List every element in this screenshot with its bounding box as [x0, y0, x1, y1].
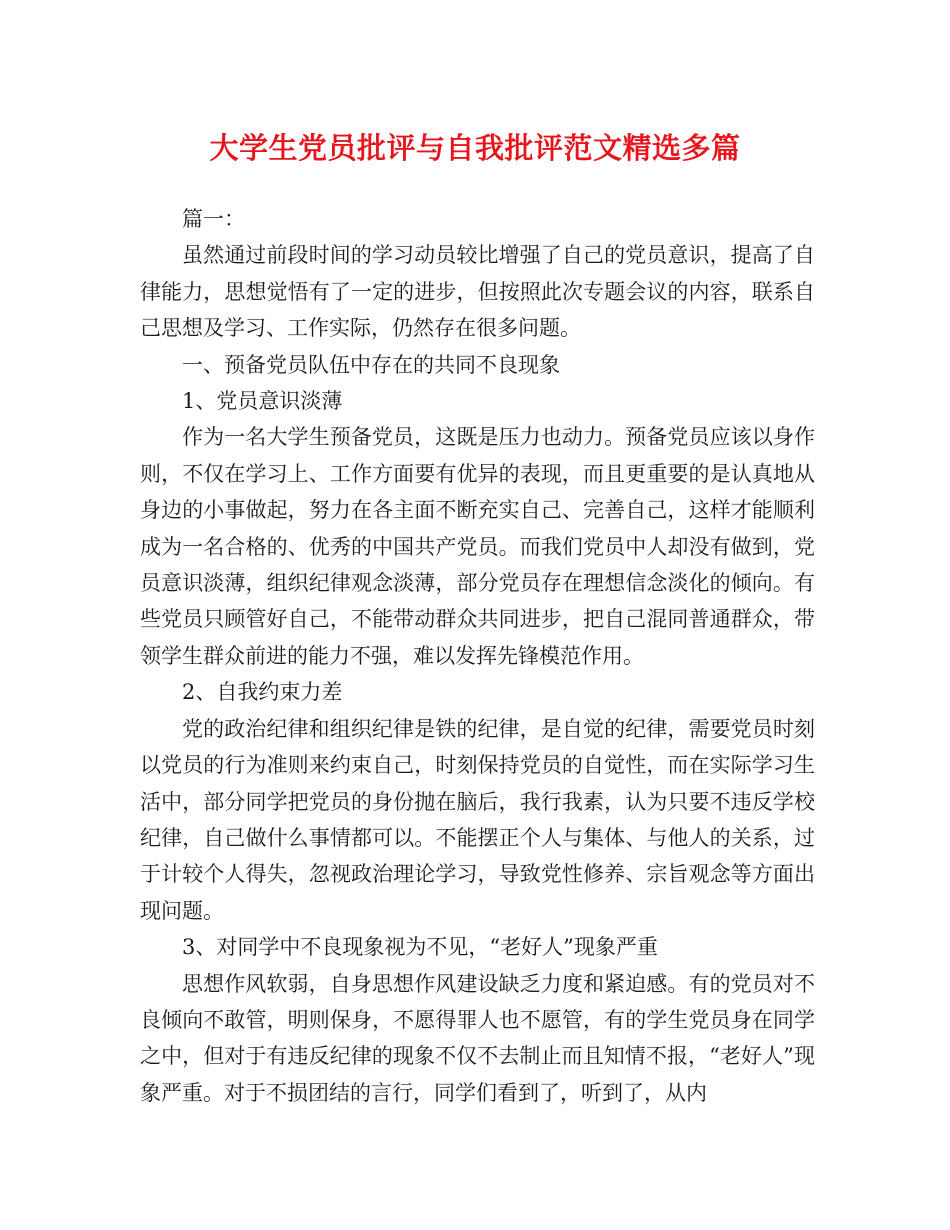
heading-item-1: 1、党员意识淡薄 [182, 389, 343, 414]
paragraph-section-label: 篇一： [182, 207, 245, 231]
paragraph-item-2: 党的政治纪律和组织纪律是铁的纪律，是自觉的纪律，需要党员时刻以党员的行为准则来约束自己，时刻保持党员的自觉性，而在实际学习生活中，部分同学把党员的身份抛在脑后，我行我素，认为只要不违反学校纪律，自己做什么事情都可以。不能摆正个人与集体、与他人的关系，过于计较个人得失，忽视政治理论学习，导致党性修养、宗旨观念等方面出现问题。 [140, 716, 815, 923]
document-body [140, 201, 815, 1111]
paragraph-item-1: 作为一名大学生预备党员，这既是压力也动力。预备党员应该以身作则，不仅在学习上、工作方面要有优异的表现，而且更重要的是认真地从身边的小事做起，努力在各主面不断充实自己、完善自己，这样才能顺利成为一名合格的、优秀的中国共产党员。而我们党员中人却没有做到，党员意识淡薄，组织纪律观念淡薄，部分党员存在理想信念淡化的倾向。有些党员只顾管好自己，不能带动群众共同进步，把自己混同普通群众，带领学生群众前进的能力不强，难以发挥先锋模范作用。 [140, 425, 815, 668]
heading-item-2: 2、自我约束力差 [182, 680, 343, 705]
paragraph-intro: 虽然通过前段时间的学习动员较比增强了自己的党员意识，提高了自律能力，思想觉悟有了一定的进步，但按照此次专题会议的内容，联系自己思想及学习、工作实际，仍然存在很多问题。 [140, 243, 815, 341]
paragraph-item-3: 思想作风软弱，自身思想作风建设缺乏力度和紧迫感。有的党员对不良倾向不敢管，明则保身，不愿得罪人也不愿管，有的学生党员身在同学之中，但对于有违反纪律的现象不仅不去制止而且知情不报，“老好人”现象严重。对于不损团结的言行，同学们看到了，听到了，从内 [140, 971, 815, 1105]
heading-common-problems: 一、预备党员队伍中存在的共同不良现象 [182, 352, 560, 377]
document-title: 大学生党员批评与自我批评范文精选多篇 [209, 131, 741, 165]
heading-item-3: 3、对同学中不良现象视为不见，“老好人”现象严重 [182, 935, 658, 960]
